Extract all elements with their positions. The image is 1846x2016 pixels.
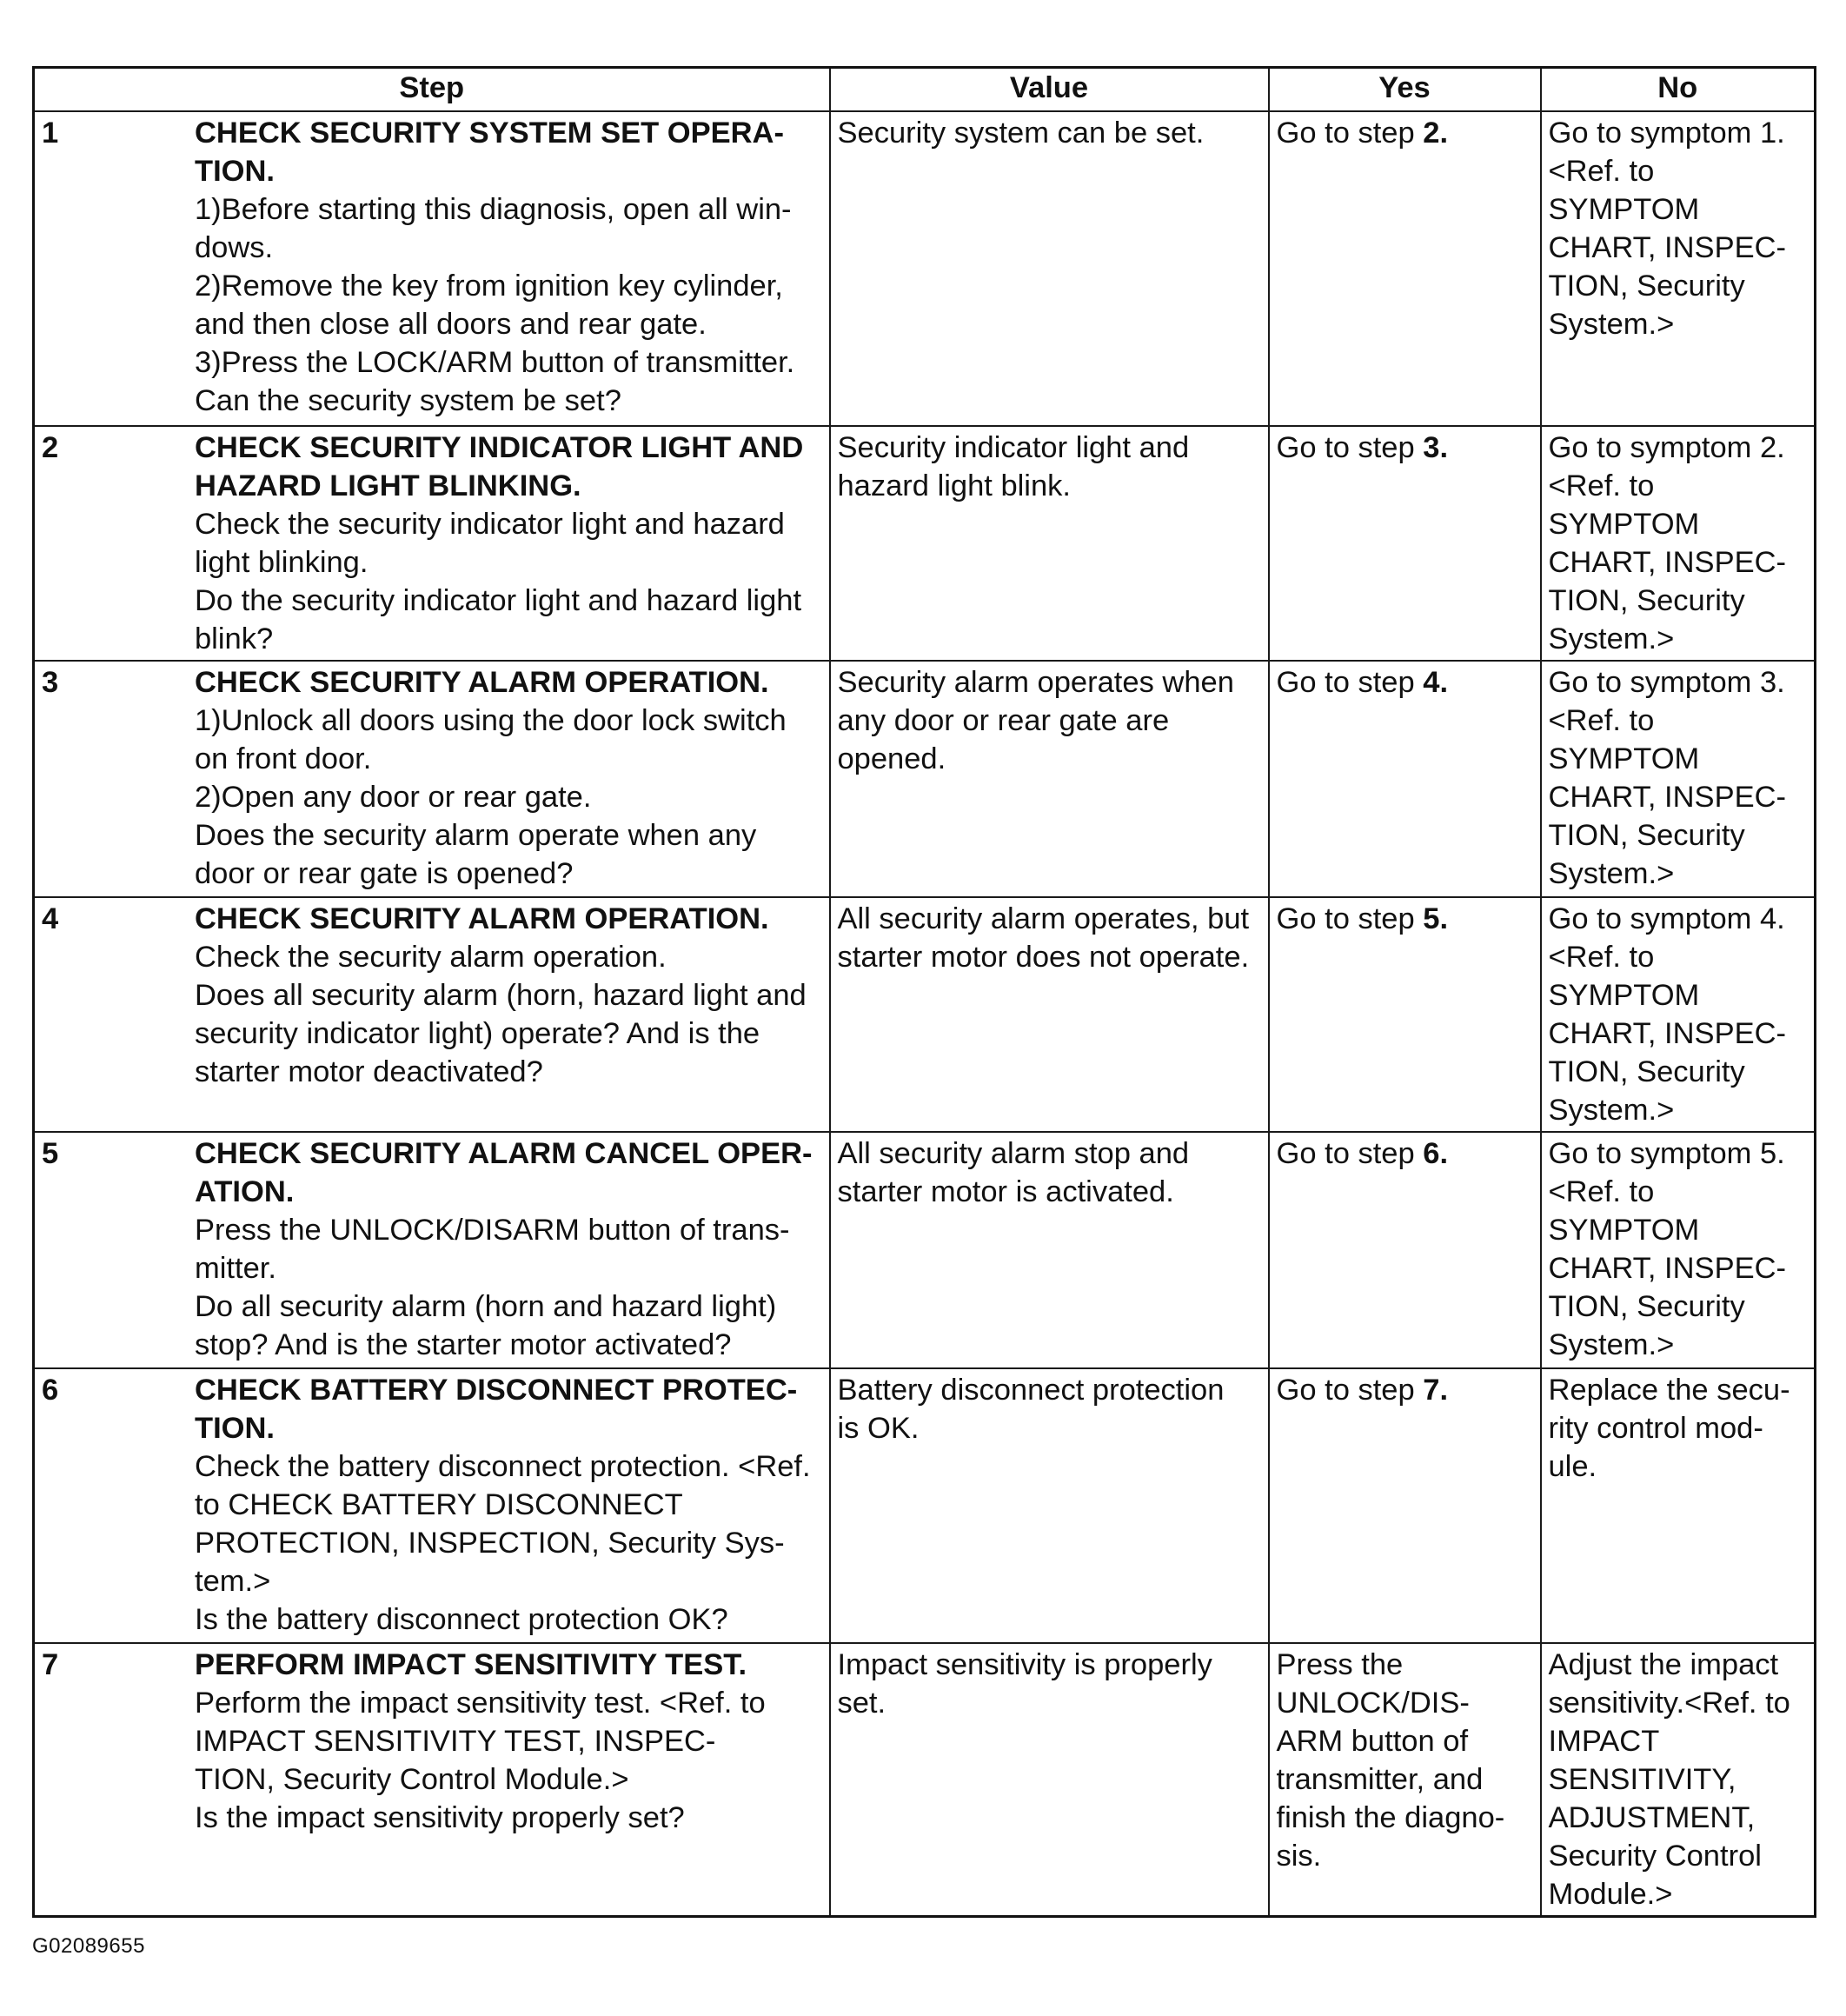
step-text-line: Perform the impact sensitivity test. <Ref. to	[195, 1687, 766, 1720]
step-text-line: dows.	[195, 231, 274, 264]
no-text-line: TION, Security	[1548, 1290, 1745, 1323]
step-text-line: 1)Before starting this diagnosis, open all win-	[195, 193, 792, 226]
no-cell	[1541, 1132, 1816, 1368]
header-value: Value	[830, 68, 1269, 112]
no-cell	[1541, 426, 1816, 661]
yes-step-ref: 5.	[1423, 902, 1449, 935]
value-text-line: Impact sensitivity is properly	[837, 1648, 1212, 1681]
no-text-line: Security Control	[1548, 1840, 1762, 1873]
step-text-line: 1)Unlock all doors using the door lock switch	[195, 704, 787, 737]
step-text-line: security indicator light) operate? And is the	[195, 1017, 760, 1050]
yes-step-ref: 3.	[1423, 431, 1449, 464]
step-number: 4	[42, 902, 59, 935]
no-text-line: <Ref. to	[1548, 704, 1655, 737]
step-text-line: TION, Security Control Module.>	[195, 1763, 629, 1796]
step-text-line: 3)Press the LOCK/ARM button of transmitter.	[195, 346, 795, 379]
diagnosis-table	[32, 66, 1816, 1918]
value-cell	[830, 111, 1269, 426]
step-number: 7	[42, 1648, 59, 1681]
step-title-line: CHECK SECURITY ALARM OPERATION.	[195, 902, 769, 935]
table-row	[34, 111, 1816, 426]
table-row	[34, 426, 1816, 661]
no-cell	[1541, 897, 1816, 1132]
step-description	[195, 1646, 822, 1837]
step-text-line: Check the battery disconnect protection. <Ref.	[195, 1450, 811, 1483]
step-cell	[34, 897, 830, 1132]
step-text-line: Press the UNLOCK/DISARM button of trans-	[195, 1214, 790, 1247]
step-text-line: tem.>	[195, 1565, 271, 1598]
no-text-line: Adjust the impact	[1548, 1648, 1779, 1681]
yes-text-line: Press the	[1276, 1648, 1404, 1681]
value-cell	[830, 1643, 1269, 1917]
no-text-line: TION, Security	[1548, 819, 1745, 852]
step-title-line: PERFORM IMPACT SENSITIVITY TEST.	[195, 1648, 747, 1681]
step-cell	[34, 1132, 830, 1368]
no-text-line: rity control mod-	[1548, 1412, 1763, 1445]
step-text-line: Is the battery disconnect protection OK?	[195, 1603, 728, 1636]
step-cell	[34, 1368, 830, 1643]
step-number: 5	[42, 1137, 59, 1170]
yes-text-line: transmitter, and	[1276, 1763, 1484, 1796]
step-number: 3	[42, 666, 59, 699]
step-cell	[34, 426, 830, 661]
step-text-line: Do the security indicator light and hazard light	[195, 584, 802, 617]
no-text-line: <Ref. to	[1548, 155, 1655, 188]
value-text-line: is OK.	[837, 1412, 920, 1445]
yes-step-ref: 2.	[1423, 116, 1449, 150]
table-row	[34, 1643, 1816, 1917]
value-text-line: hazard light blink.	[837, 469, 1071, 502]
step-title-line: HAZARD LIGHT BLINKING.	[195, 469, 581, 502]
no-text-line: IMPACT	[1548, 1725, 1660, 1758]
header-step: Step	[34, 68, 830, 112]
step-text-line: to CHECK BATTERY DISCONNECT	[195, 1488, 683, 1521]
header-yes: Yes	[1269, 68, 1541, 112]
yes-text-line: sis.	[1276, 1840, 1322, 1873]
value-cell	[830, 661, 1269, 897]
no-text-line: Go to symptom 4.	[1548, 902, 1785, 935]
value-text-line: All security alarm operates, but	[837, 902, 1250, 935]
step-text-line: stop? And is the starter motor activated?	[195, 1328, 732, 1361]
step-title-line: CHECK SECURITY ALARM OPERATION.	[195, 666, 769, 699]
no-text-line: CHART, INSPEC-	[1548, 546, 1786, 579]
step-text-line: starter motor deactivated?	[195, 1055, 543, 1088]
step-title-line: TION.	[195, 155, 275, 188]
step-text-line: and then close all doors and rear gate.	[195, 308, 707, 341]
table-row	[34, 661, 1816, 897]
step-text-line: on front door.	[195, 742, 372, 775]
no-text-line: System.>	[1548, 857, 1675, 890]
no-text-line: <Ref. to	[1548, 469, 1655, 502]
no-text-line: System.>	[1548, 308, 1675, 341]
step-description	[195, 429, 822, 658]
no-text-line: Module.>	[1548, 1878, 1673, 1911]
value-cell	[830, 1132, 1269, 1368]
step-title-line: CHECK BATTERY DISCONNECT PROTEC-	[195, 1374, 798, 1407]
step-text-line: 2)Open any door or rear gate.	[195, 781, 592, 814]
no-text-line: <Ref. to	[1548, 1175, 1655, 1208]
no-cell	[1541, 661, 1816, 897]
step-text-line: light blinking.	[195, 546, 369, 579]
table-row	[34, 897, 1816, 1132]
yes-cell	[1269, 1132, 1541, 1368]
table-body	[34, 111, 1816, 1917]
no-text-line: System.>	[1548, 1328, 1675, 1361]
step-text-line: mitter.	[195, 1252, 276, 1285]
no-cell	[1541, 111, 1816, 426]
yes-text: Go to step	[1276, 431, 1424, 464]
yes-cell	[1269, 426, 1541, 661]
step-text-line: door or rear gate is opened?	[195, 857, 574, 890]
table-row	[34, 1132, 1816, 1368]
yes-cell	[1269, 111, 1541, 426]
no-text-line: CHART, INSPEC-	[1548, 1252, 1786, 1285]
step-text-line: Does all security alarm (horn, hazard light and	[195, 979, 807, 1012]
step-text-line: Do all security alarm (horn and hazard light)	[195, 1290, 777, 1323]
no-text-line: CHART, INSPEC-	[1548, 781, 1786, 814]
no-text-line: Go to symptom 5.	[1548, 1137, 1785, 1170]
yes-text: Go to step	[1276, 666, 1424, 699]
no-text-line: TION, Security	[1548, 1055, 1745, 1088]
no-text-line: CHART, INSPEC-	[1548, 231, 1786, 264]
step-text-line: 2)Remove the key from ignition key cylinder,	[195, 269, 783, 303]
step-text-line: PROTECTION, INSPECTION, Security Sys-	[195, 1527, 785, 1560]
step-cell	[34, 1643, 830, 1917]
value-text-line: starter motor does not operate.	[837, 941, 1250, 974]
step-title-line: ATION.	[195, 1175, 295, 1208]
yes-text-line: ARM button of	[1276, 1725, 1469, 1758]
step-text-line: Check the security indicator light and hazard	[195, 508, 785, 541]
yes-text: Go to step	[1276, 1137, 1424, 1170]
no-cell	[1541, 1368, 1816, 1643]
header-no: No	[1541, 68, 1816, 112]
no-text-line: SYMPTOM	[1548, 979, 1700, 1012]
no-text-line: sensitivity.<Ref. to	[1548, 1687, 1790, 1720]
step-title-line: CHECK SECURITY ALARM CANCEL OPER-	[195, 1137, 813, 1170]
step-text-line: Does the security alarm operate when any	[195, 819, 757, 852]
value-text-line: Security indicator light and	[837, 431, 1190, 464]
no-text-line: SYMPTOM	[1548, 742, 1700, 775]
yes-text: Go to step	[1276, 1374, 1424, 1407]
yes-text-line: UNLOCK/DIS-	[1276, 1687, 1470, 1720]
step-title-line: CHECK SECURITY INDICATOR LIGHT AND	[195, 431, 804, 464]
value-text-line: Security system can be set.	[837, 116, 1205, 150]
yes-cell	[1269, 1368, 1541, 1643]
no-text-line: System.>	[1548, 622, 1675, 655]
step-text-line: blink?	[195, 622, 274, 655]
no-text-line: Go to symptom 2.	[1548, 431, 1785, 464]
no-text-line: SENSITIVITY,	[1548, 1763, 1736, 1796]
value-text-line: Security alarm operates when	[837, 666, 1234, 699]
step-description	[195, 1134, 822, 1364]
step-text-line: Is the impact sensitivity properly set?	[195, 1801, 685, 1834]
step-text-line: Can the security system be set?	[195, 384, 621, 417]
yes-cell	[1269, 897, 1541, 1132]
step-number: 2	[42, 431, 59, 464]
value-text-line: opened.	[837, 742, 946, 775]
step-text-line: IMPACT SENSITIVITY TEST, INSPEC-	[195, 1725, 716, 1758]
step-description	[195, 1371, 822, 1639]
no-cell	[1541, 1643, 1816, 1917]
value-text-line: Battery disconnect protection	[837, 1374, 1225, 1407]
value-text-line: All security alarm stop and	[837, 1137, 1190, 1170]
table-row	[34, 1368, 1816, 1643]
no-text-line: SYMPTOM	[1548, 508, 1700, 541]
header-row	[34, 68, 1816, 112]
no-text-line: ADJUSTMENT,	[1548, 1801, 1756, 1834]
no-text-line: ule.	[1548, 1450, 1597, 1483]
step-cell	[34, 111, 830, 426]
yes-step-ref: 6.	[1423, 1137, 1449, 1170]
value-cell	[830, 426, 1269, 661]
value-text-line: set.	[837, 1687, 886, 1720]
step-description	[195, 114, 822, 420]
step-title-line: CHECK SECURITY SYSTEM SET OPERA-	[195, 116, 784, 150]
step-title-line: TION.	[195, 1412, 275, 1445]
yes-cell	[1269, 661, 1541, 897]
step-number: 1	[42, 116, 59, 150]
no-text-line: Go to symptom 1.	[1548, 116, 1785, 150]
yes-text: Go to step	[1276, 116, 1424, 150]
yes-cell	[1269, 1643, 1541, 1917]
step-text-line: Check the security alarm operation.	[195, 941, 667, 974]
yes-text-line: finish the diagno-	[1276, 1801, 1505, 1834]
yes-step-ref: 7.	[1423, 1374, 1449, 1407]
value-cell	[830, 897, 1269, 1132]
step-number: 6	[42, 1374, 59, 1407]
step-cell	[34, 661, 830, 897]
step-description	[195, 900, 822, 1091]
no-text-line: SYMPTOM	[1548, 193, 1700, 226]
value-text-line: starter motor is activated.	[837, 1175, 1174, 1208]
no-text-line: TION, Security	[1548, 584, 1745, 617]
no-text-line: Replace the secu-	[1548, 1374, 1790, 1407]
value-cell	[830, 1368, 1269, 1643]
yes-step-ref: 4.	[1423, 666, 1449, 699]
no-text-line: SYMPTOM	[1548, 1214, 1700, 1247]
no-text-line: CHART, INSPEC-	[1548, 1017, 1786, 1050]
no-text-line: System.>	[1548, 1094, 1675, 1127]
value-text-line: any door or rear gate are	[837, 704, 1170, 737]
no-text-line: <Ref. to	[1548, 941, 1655, 974]
step-description	[195, 663, 822, 893]
no-text-line: TION, Security	[1548, 269, 1745, 303]
no-text-line: Go to symptom 3.	[1548, 666, 1785, 699]
figure-id: G02089655	[32, 1934, 145, 1958]
yes-text: Go to step	[1276, 902, 1424, 935]
